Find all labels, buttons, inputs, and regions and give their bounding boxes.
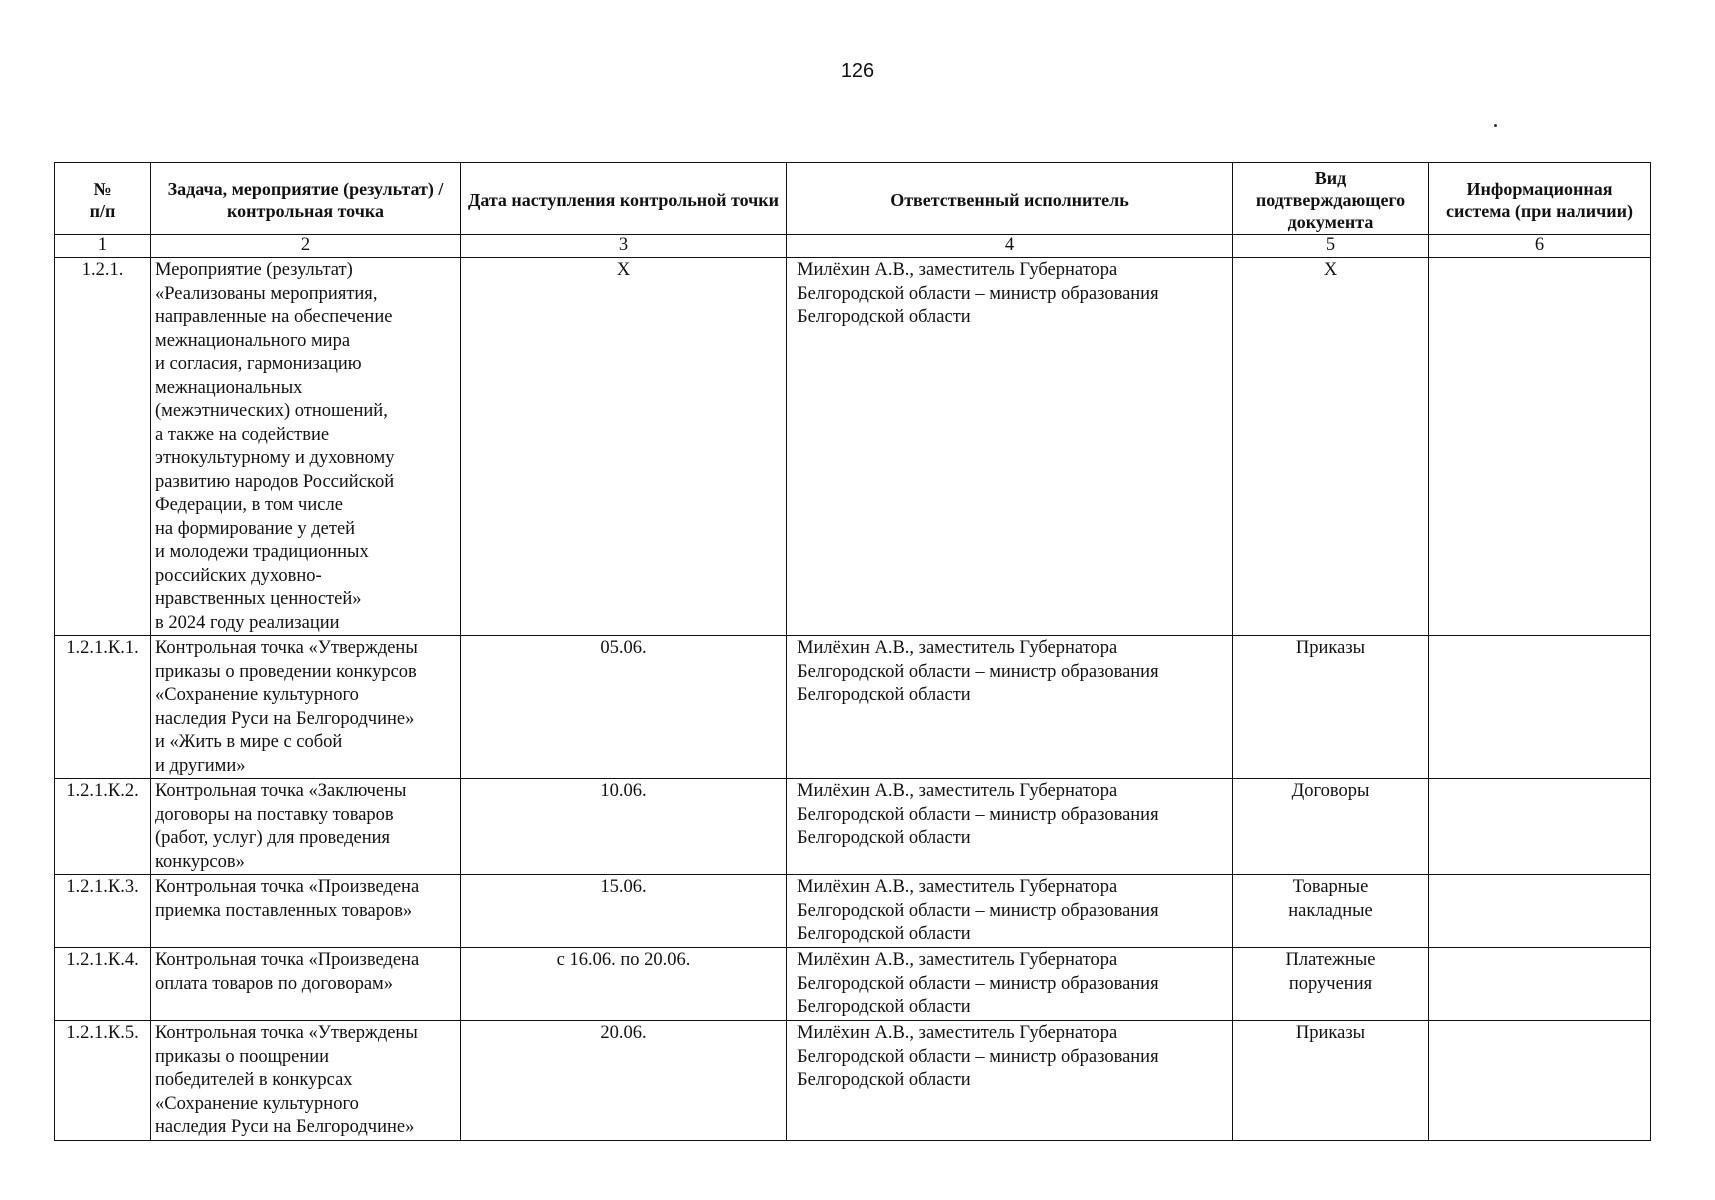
column-number: 2 — [151, 235, 461, 258]
row-date: 15.06. — [461, 875, 787, 948]
header-number: № п/п — [55, 163, 151, 235]
row-task: Контрольная точка «Утверждены приказы о проведении конкурсов «Сохранение культурного наследия Руси на Белгородчине» и «Жить в мире с собой и другими» — [151, 636, 461, 779]
row-executor: Милёхин А.В., заместитель Губернатора Белгородской области – министр образования Белгородской области — [787, 948, 1233, 1021]
row-executor: Милёхин А.В., заместитель Губернатора Белгородской области – министр образования Белгородской области — [787, 779, 1233, 875]
table-row — [55, 636, 1651, 779]
header-task: Задача, мероприятие (результат) / контрольная точка — [151, 163, 461, 235]
row-task: Контрольная точка «Произведена оплата товаров по договорам» — [151, 948, 461, 1021]
scan-speck — [1494, 124, 1497, 127]
row-date: X — [461, 258, 787, 636]
row-date: с 16.06. по 20.06. — [461, 948, 787, 1021]
row-task: Контрольная точка «Произведена приемка поставленных товаров» — [151, 875, 461, 948]
row-executor: Милёхин А.В., заместитель Губернатора Белгородской области – министр образования Белгородской области — [787, 1021, 1233, 1141]
row-executor: Милёхин А.В., заместитель Губернатора Белгородской области – министр образования Белгородской области — [787, 875, 1233, 948]
row-info-system — [1429, 948, 1651, 1021]
row-number: 1.2.1.К.2. — [55, 779, 151, 875]
control-points-table — [54, 162, 1651, 1141]
header-executor: Ответственный исполнитель — [787, 163, 1233, 235]
row-task: Мероприятие (результат) «Реализованы мероприятия, направленные на обеспечение межнационального мира и согласия, гармонизацию межнациональных (межэтнических) отношений, а также на содействие этнокультурному и духовному развитию народов Российской Федерации, в том числе на формирование у детей и молодежи традиционных российских духовно- нравственных ценностей» в 2024 году реализации — [151, 258, 461, 636]
page-number: 126 — [840, 60, 875, 82]
row-document: Приказы — [1233, 1021, 1429, 1141]
row-info-system — [1429, 779, 1651, 875]
column-number-row — [55, 235, 1651, 258]
row-document: Товарные накладные — [1233, 875, 1429, 948]
column-number: 6 — [1429, 235, 1651, 258]
header-info-system: Информационная система (при наличии) — [1429, 163, 1651, 235]
table-row — [55, 948, 1651, 1021]
row-number: 1.2.1.К.5. — [55, 1021, 151, 1141]
row-document: Платежные поручения — [1233, 948, 1429, 1021]
row-number: 1.2.1.К.3. — [55, 875, 151, 948]
column-number: 3 — [461, 235, 787, 258]
row-date: 20.06. — [461, 1021, 787, 1141]
row-task: Контрольная точка «Утверждены приказы о поощрении победителей в конкурсах «Сохранение культурного наследия Руси на Белгородчине» — [151, 1021, 461, 1141]
table-row — [55, 1021, 1651, 1141]
row-number: 1.2.1. — [55, 258, 151, 636]
row-document: X — [1233, 258, 1429, 636]
row-document: Договоры — [1233, 779, 1429, 875]
table-row — [55, 875, 1651, 948]
column-number: 4 — [787, 235, 1233, 258]
row-info-system — [1429, 875, 1651, 948]
row-date: 05.06. — [461, 636, 787, 779]
row-task: Контрольная точка «Заключены договоры на поставку товаров (работ, услуг) для проведения конкурсов» — [151, 779, 461, 875]
row-executor: Милёхин А.В., заместитель Губернатора Белгородской области – министр образования Белгородской области — [787, 636, 1233, 779]
header-document-type: Вид подтверждающего документа — [1233, 163, 1429, 235]
header-row — [55, 163, 1651, 235]
column-number: 1 — [55, 235, 151, 258]
header-date: Дата наступления контрольной точки — [461, 163, 787, 235]
table-row — [55, 779, 1651, 875]
column-number: 5 — [1233, 235, 1429, 258]
row-number: 1.2.1.К.1. — [55, 636, 151, 779]
table-row — [55, 258, 1651, 636]
row-info-system — [1429, 636, 1651, 779]
row-document: Приказы — [1233, 636, 1429, 779]
row-number: 1.2.1.К.4. — [55, 948, 151, 1021]
row-info-system — [1429, 258, 1651, 636]
row-date: 10.06. — [461, 779, 787, 875]
row-info-system — [1429, 1021, 1651, 1141]
row-executor: Милёхин А.В., заместитель Губернатора Белгородской области – министр образования Белгородской области — [787, 258, 1233, 636]
